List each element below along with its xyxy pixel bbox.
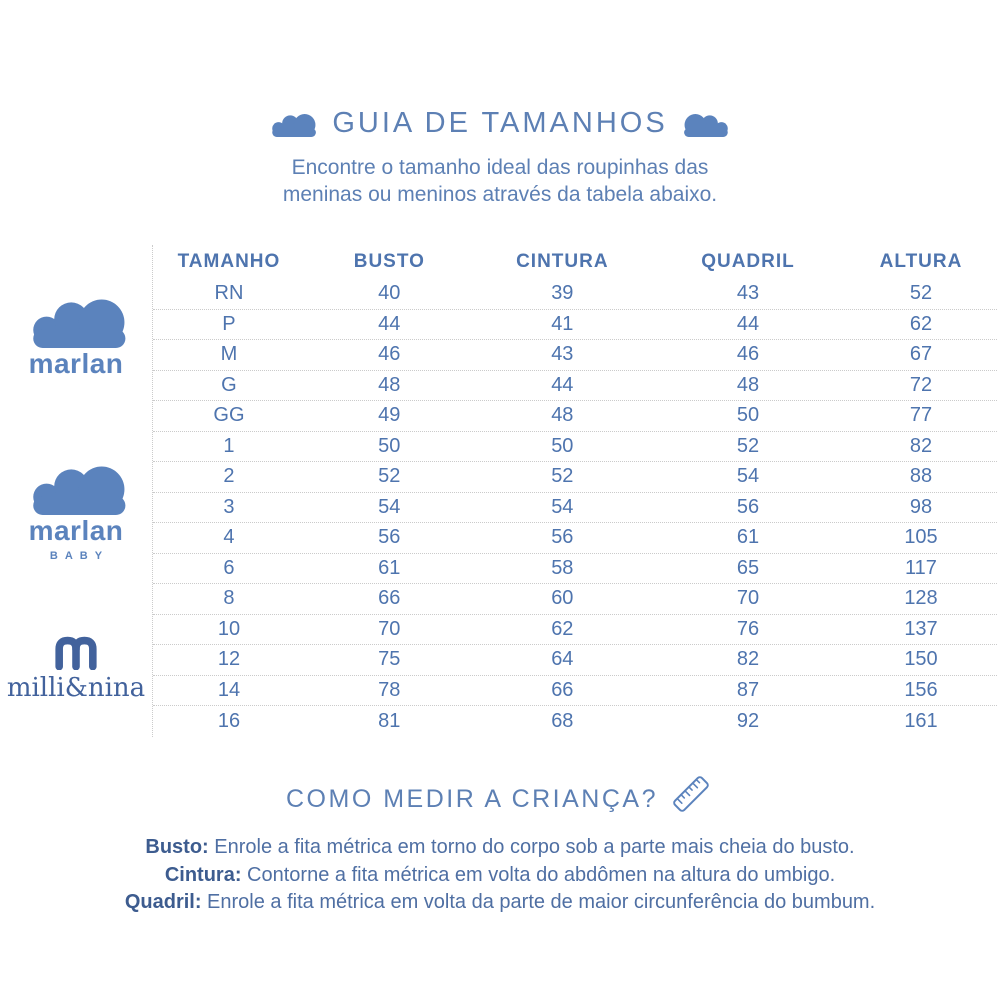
size-cell: RN	[214, 282, 244, 305]
cloud-icon	[26, 458, 126, 515]
table-row	[153, 706, 997, 737]
measurement-cell: 75	[378, 648, 401, 671]
measurement-cell: 43	[736, 282, 760, 305]
size-cell: 1	[223, 434, 235, 457]
measurement-cell: 52	[909, 282, 933, 305]
size-cell: G	[221, 373, 237, 396]
measurement-cell: 54	[736, 465, 760, 488]
subtitle	[0, 154, 1000, 208]
measurement-cell: 92	[736, 709, 760, 732]
size-cell: 6	[223, 556, 235, 579]
table-row	[153, 584, 997, 615]
measurement-cell: 61	[736, 526, 760, 549]
table-row	[153, 462, 997, 493]
measurement-cell: 61	[378, 556, 401, 579]
measurement-cell: 58	[551, 556, 574, 579]
table-row	[153, 523, 997, 554]
table-row	[153, 432, 997, 463]
measure-tip	[0, 862, 1000, 890]
measurement-cell: 44	[736, 312, 760, 335]
table-row	[153, 401, 997, 432]
measure-tip	[0, 889, 1000, 917]
table-header-row	[153, 245, 997, 279]
size-cell: 8	[223, 587, 235, 610]
measure-heading-text: COMO MEDIR A CRIANÇA?	[286, 784, 658, 813]
measurement-cell: 82	[909, 434, 933, 457]
measurement-cell: 156	[904, 678, 938, 701]
title-row	[0, 107, 1000, 140]
measurement-cell: 72	[909, 373, 933, 396]
table-body	[153, 279, 997, 737]
brand-milli-nina-label: milli&nina	[6, 673, 146, 703]
brand-marlan-baby-logo	[0, 458, 152, 562]
measurement-cell: 128	[904, 587, 938, 610]
size-cell: 3	[223, 495, 235, 518]
measure-tip-text: Contorne a fita métrica em volta do abdômen na altura do umbigo.	[241, 863, 836, 886]
measurement-cell: 76	[736, 617, 760, 640]
column-header: BUSTO	[353, 251, 425, 272]
measurement-cell: 150	[904, 648, 938, 671]
measure-section	[0, 781, 1000, 917]
size-cell: 10	[217, 617, 241, 640]
page-title: GUIA DE TAMANHOS	[332, 107, 668, 139]
size-cell: P	[222, 312, 236, 335]
size-cell: GG	[213, 404, 245, 427]
measurement-cell: 77	[909, 404, 933, 427]
size-cell: 12	[217, 648, 241, 671]
measure-tip-label: Cintura:	[164, 863, 242, 886]
table-row	[153, 371, 997, 402]
measurement-cell: 44	[551, 373, 574, 396]
brand-marlan-baby-sublabel: BABY	[49, 550, 110, 562]
measurement-cell: 40	[378, 282, 401, 305]
header	[0, 107, 1000, 208]
measure-tip-label: Busto:	[145, 836, 209, 858]
measurement-cell: 48	[551, 404, 574, 427]
measurement-cell: 48	[736, 373, 760, 396]
measurement-cell: 48	[378, 373, 401, 396]
measure-tips	[0, 834, 1000, 917]
table-row	[153, 615, 997, 646]
measurement-cell: 137	[904, 617, 938, 640]
measure-tip	[0, 834, 1000, 862]
measurement-cell: 65	[736, 556, 760, 579]
table-row	[153, 279, 997, 310]
measurement-cell: 78	[378, 678, 401, 701]
measurement-cell: 62	[909, 312, 933, 335]
column-header: ALTURA	[879, 251, 963, 272]
measurement-cell: 56	[551, 526, 574, 549]
measurement-cell: 81	[378, 709, 401, 732]
measurement-cell: 82	[736, 648, 760, 671]
measurement-cell: 87	[736, 678, 760, 701]
size-cell: 16	[217, 709, 241, 732]
brand-marlan-logo	[0, 291, 152, 380]
subtitle-line-2: meninas ou meninos através da tabela abaixo.	[282, 183, 718, 206]
cloud-icon	[684, 110, 731, 137]
table-row	[153, 340, 997, 371]
measurement-cell: 52	[736, 434, 760, 457]
measurement-cell: 117	[905, 556, 937, 579]
measure-tip-text: Enrole a fita métrica em volta da parte de maior circunferência do bumbum.	[201, 891, 876, 913]
column-header: TAMANHO	[177, 251, 281, 272]
measurement-cell: 70	[378, 617, 401, 640]
measurement-cell: 56	[378, 526, 401, 549]
measurement-cell: 161	[904, 709, 938, 732]
measurement-cell: 64	[551, 648, 574, 671]
table-row	[153, 310, 997, 341]
measurement-cell: 50	[378, 434, 401, 457]
measurement-cell: 62	[551, 617, 574, 640]
ruler-icon	[668, 771, 714, 817]
measurement-cell: 66	[551, 678, 574, 701]
measurement-cell: 50	[551, 434, 574, 457]
size-cell: 14	[217, 678, 241, 701]
measurement-cell: 39	[551, 282, 574, 305]
table-row	[153, 645, 997, 676]
size-cell: 4	[223, 526, 235, 549]
measure-tip-text: Enrole a fita métrica em torno do corpo sob a parte mais cheia do busto.	[208, 836, 855, 858]
measurement-cell: 49	[378, 404, 401, 427]
size-cell: M	[220, 343, 238, 366]
measure-heading	[0, 781, 1000, 817]
measurement-cell: 46	[378, 343, 401, 366]
column-header: CINTURA	[516, 251, 609, 272]
measurement-cell: 88	[909, 465, 933, 488]
brand-milli-nina-logo	[0, 633, 152, 703]
size-cell: 2	[223, 465, 235, 488]
measurement-cell: 50	[736, 404, 760, 427]
measurement-cell: 66	[378, 587, 401, 610]
brand-marlan-label: marlan	[28, 348, 124, 379]
measurement-cell: 98	[909, 495, 933, 518]
table-row	[153, 554, 997, 585]
measurement-cell: 60	[551, 587, 574, 610]
measurement-cell: 46	[736, 343, 760, 366]
column-header: QUADRIL	[701, 251, 795, 272]
measurement-cell: 56	[736, 495, 760, 518]
measurement-cell: 43	[551, 343, 574, 366]
measurement-cell: 41	[551, 312, 574, 335]
measurement-cell: 54	[551, 495, 574, 518]
measure-tip-label: Quadril:	[124, 891, 202, 913]
cloud-icon	[269, 110, 316, 137]
subtitle-line-1: Encontre o tamanho ideal das roupinhas das	[291, 156, 709, 179]
measurement-cell: 44	[378, 312, 401, 335]
measurement-cell: 54	[378, 495, 401, 518]
cloud-icon	[26, 291, 126, 348]
measurement-cell: 70	[736, 587, 760, 610]
milli-nina-monogram-icon	[47, 633, 105, 670]
measurement-cell: 68	[551, 709, 574, 732]
measurement-cell: 67	[909, 343, 933, 366]
table-row	[153, 493, 997, 524]
measurement-cell: 52	[378, 465, 401, 488]
measurement-cell: 105	[904, 526, 938, 549]
table-row	[153, 676, 997, 707]
brand-marlan-baby-label: marlan	[28, 515, 124, 546]
measurement-cell: 52	[551, 465, 574, 488]
size-table	[152, 245, 997, 737]
